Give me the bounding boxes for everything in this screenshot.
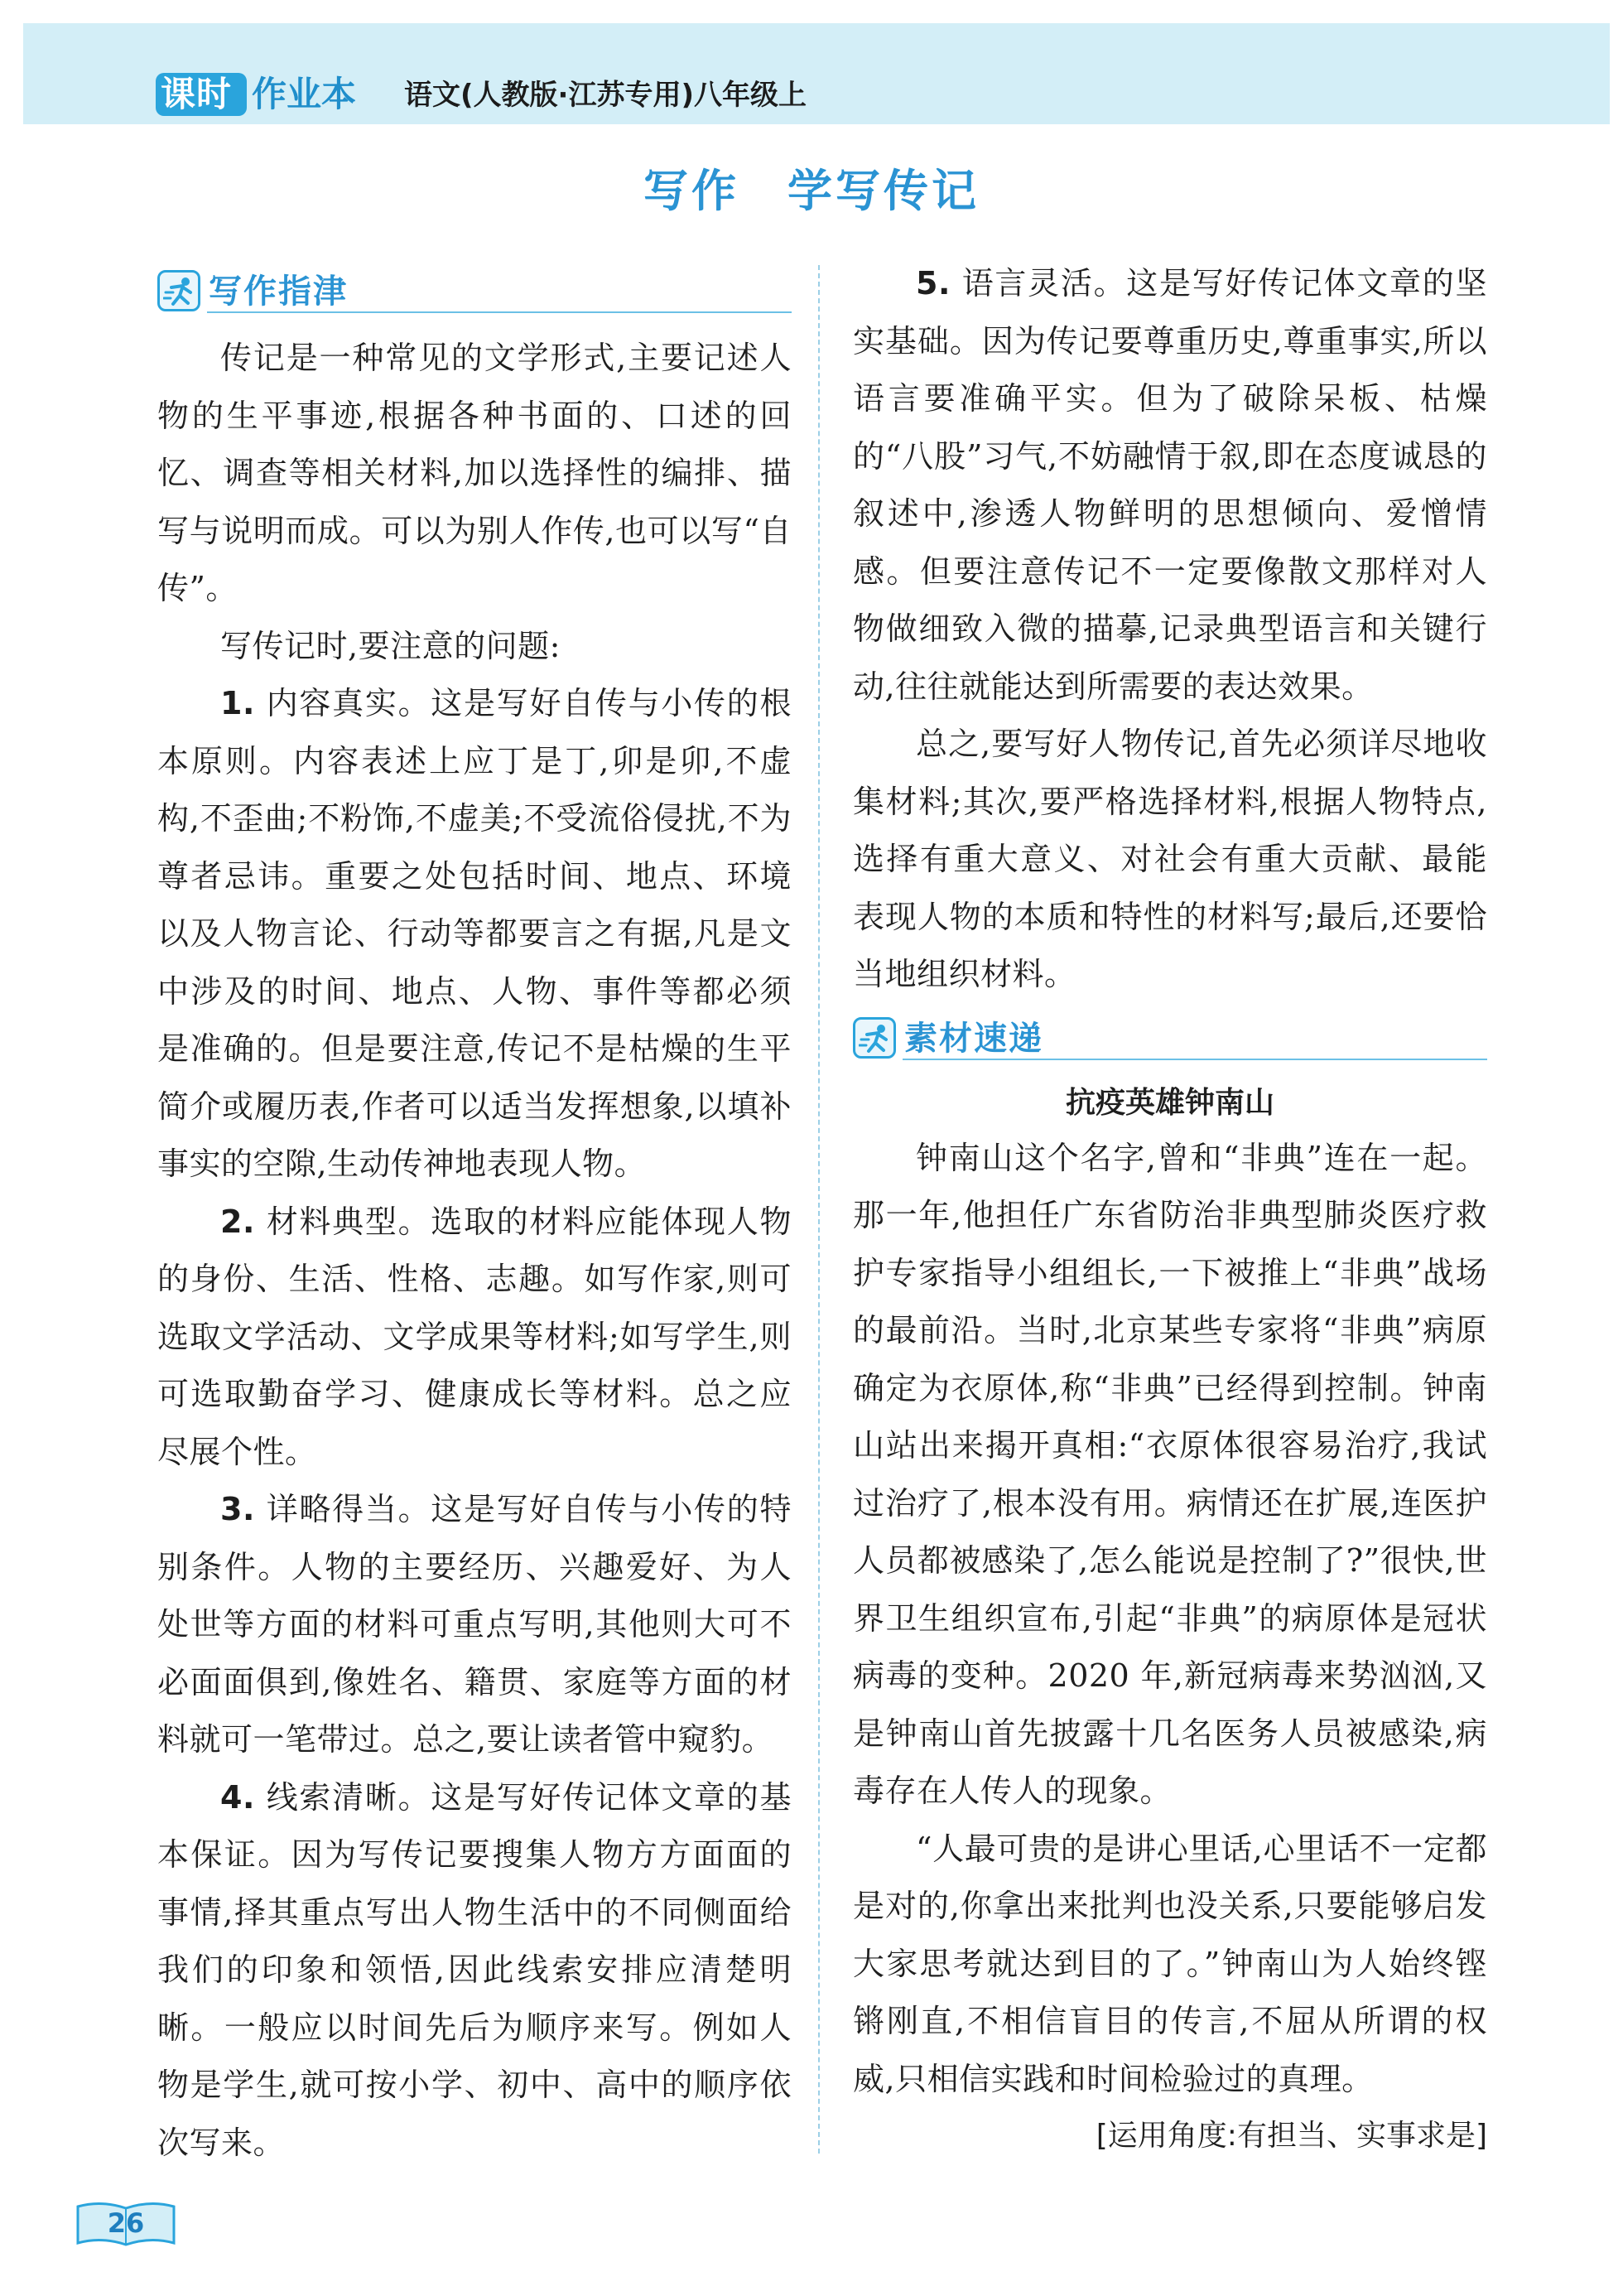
left-column xyxy=(157,267,792,2172)
point-number: 3. xyxy=(220,1491,255,1527)
point-5 xyxy=(853,255,1487,716)
right-column xyxy=(853,255,1487,2161)
section-header-guide xyxy=(157,267,792,318)
page-number-badge xyxy=(73,2198,179,2250)
point-4 xyxy=(157,1769,792,2173)
point-text: 材料典型。选取的材料应能体现人物的身份、生活、性格、志趣。如写作家,则可选取文学活动、文学成果等材料;如写学生,则可选取勤奋学习、健康成长等材料。总之应尽展个性。 xyxy=(157,1203,792,1470)
point-text: 详略得当。这是写好自传与小传的特别条件。人物的主要经历、兴趣爱好、为人处世等方面的材料可重点写明,其他则大可不必面面俱到,像姓名、籍贯、家庭等方面的材料就可一笔带过。总之,要让读者管中窥豹。 xyxy=(157,1491,792,1758)
page-title: 写作 学写传记 xyxy=(643,165,980,217)
point-number: 4. xyxy=(220,1778,255,1816)
section-title-guide: 写作指津 xyxy=(209,273,348,311)
point-text: 线索清晰。这是写好传记体文章的基本保证。因为写传记要搜集人物方方面面的事情,择其重点写出人物生活中的不同侧面给我们的印象和领悟,因此线索安排应清楚明晰。一般应以时间先后为顺序来写。例如人物是学生,就可按小学、初中、高中的顺序依次写来。 xyxy=(157,1778,792,2161)
point-1 xyxy=(157,675,792,1194)
section-rule xyxy=(207,311,792,313)
section-rule xyxy=(903,1059,1487,1060)
point-number: 2. xyxy=(220,1203,255,1240)
summary-paragraph: 总之,要写好人物传记,首先必须详尽地收集材料;其次,要严格选择材料,根据人物特点,选择有重大意义、对社会有重大贡献、最能表现人物的本质和特性的材料写;最后,还要恰当地组织材料。 xyxy=(853,726,1487,992)
point-number: 1. xyxy=(220,685,255,721)
usage-note: [运用角度:有担当、实事求是] xyxy=(1096,2119,1487,2153)
intro-lead: 写传记时,要注意的问题: xyxy=(220,627,561,664)
point-3 xyxy=(157,1481,792,1769)
point-2 xyxy=(157,1194,792,1482)
point-text: 内容真实。这是写好自传与小传的根本原则。内容表述上应丁是丁,卯是卯,不虚构,不歪曲;不粉饰,不虚美;不受流俗侵扰,不为尊者忌讳。重要之处包括时间、地点、环境以及人物言论、行动等都要言之有据,凡是文中涉及的时间、地点、人物、事件等都必须是准确的。但是要注意,传记不是枯燥的生平简介或履历表,作者可以适当发挥想象,以填补事实的空隙,生动传神地表现人物。 xyxy=(157,685,792,1182)
section-title-material: 素材速递 xyxy=(904,1019,1043,1058)
logo-text-zuoyeben: 作业本 xyxy=(252,74,357,114)
section-header-material xyxy=(853,1014,1487,1065)
point-number: 5. xyxy=(916,265,951,301)
page-number: 26 xyxy=(107,2207,145,2239)
article-paragraph-2: “人最可贵的是讲心里话,心里话不一定都是对的,你拿出来批判也没关系,只要能够启发大家思考就达到目的了。”钟南山为人始终铿锵刚直,不相信盲目的传言,不屈从所谓的权威,只相信实践和时间检验过的真理。 xyxy=(853,1830,1487,2097)
article-title: 抗疫英雄钟南山 xyxy=(1065,1085,1274,1120)
runner-icon xyxy=(853,1017,896,1059)
article-paragraph-1: 钟南山这个名字,曾和“非典”连在一起。那一年,他担任广东省防治非典型肺炎医疗救护专家指导小组组长,一下被推上“非典”战场的最前沿。当时,北京某些专家将“非典”病原确定为衣原体,称“非典”已经得到控制。钟南山站出来揭开真相:“衣原体很容易治疗,我试过治疗了,根本没有用。病情还在扩展,连医护人员都被感染了,怎么能说是控制了?”很快,世界卫生组织宣布,引起“非典”的病原体是冠状病毒的变种。2020 年,新冠病毒来势汹汹,又是钟南山首先披露十几名医务人员被感染,病毒存在人传人的现象。 xyxy=(853,1139,1487,1809)
column-divider xyxy=(818,265,820,2154)
subject-line: 语文(人教版·江苏专用)八年级上 xyxy=(404,79,807,112)
runner-icon xyxy=(157,270,200,311)
point-text: 语言灵活。这是写好传记体文章的坚实基础。因为传记要尊重历史,尊重事实,所以语言要准确平实。但为了破除呆板、枯燥的“八股”习气,不妨融情于叙,即在态度诚恳的叙述中,渗透人物鲜明的思想倾向、爱憎情感。但要注意传记不一定要像散文那样对人物做细致入微的描摹,记录典型语言和关键行动,往往就能达到所需要的表达效果。 xyxy=(853,265,1487,705)
intro-paragraph: 传记是一种常见的文学形式,主要记述人物的生平事迹,根据各种书面的、口述的回忆、调查等相关材料,加以选择性的编排、描写与说明而成。可以为别人作传,也可以写“自传”。 xyxy=(157,340,792,606)
logo-text-keshi: 课时 xyxy=(161,74,233,114)
